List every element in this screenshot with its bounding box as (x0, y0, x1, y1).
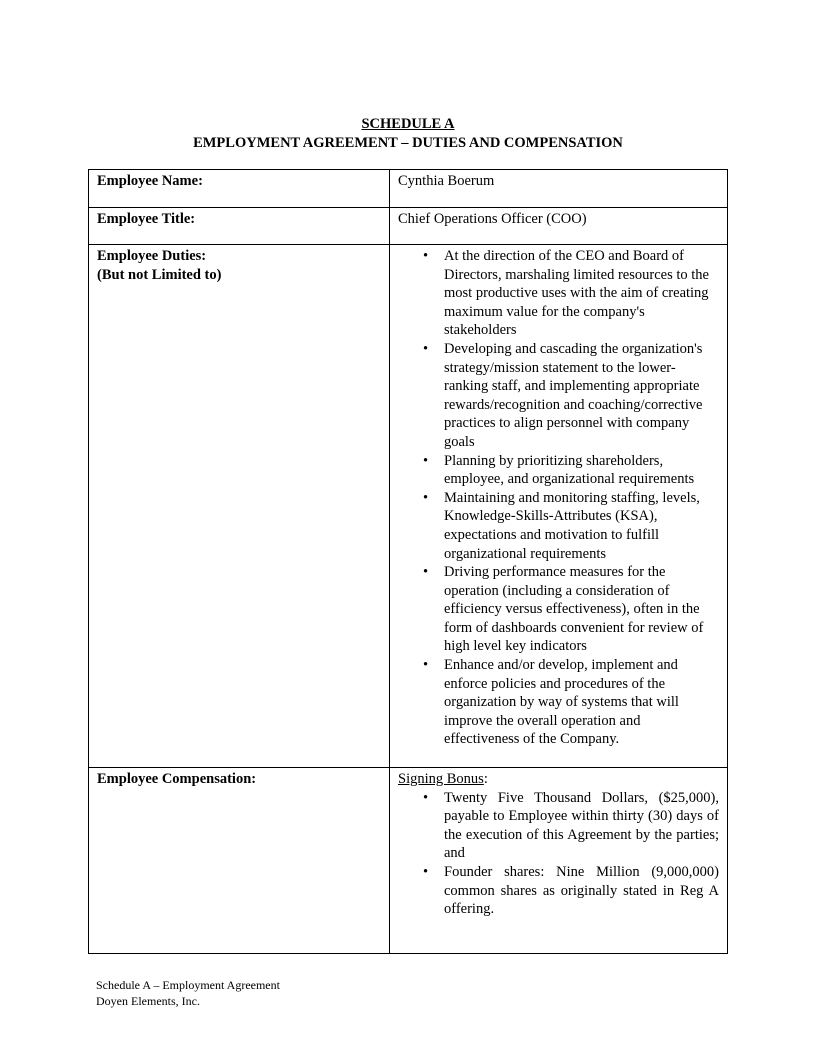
list-item (398, 863, 719, 919)
employee-duties-label-cell (89, 245, 390, 768)
table-row (89, 245, 728, 768)
table-row (89, 208, 728, 245)
duty-text: Planning by prioritizing shareholders, employee, and organizational requirements (444, 452, 695, 488)
page-footer (96, 977, 280, 1009)
list-item (398, 789, 719, 863)
employee-duties-cell (390, 245, 728, 768)
signing-bonus-label: Signing Bonus (398, 771, 484, 787)
bullet-icon: • (423, 248, 429, 264)
employee-name-label: Employee Name: (89, 170, 390, 208)
list-item (398, 340, 719, 452)
employee-duties-label: Employee Duties: (97, 248, 207, 264)
bullet-icon: • (423, 489, 429, 506)
bullet-icon: • (423, 863, 429, 880)
footer-document-name: Schedule A – Employment Agreement (96, 978, 280, 992)
list-item (398, 452, 719, 489)
duties-list (398, 247, 719, 749)
employee-name-value: Cynthia Boerum (390, 170, 728, 208)
duty-text: Driving performance measures for the operation (including a consideration of efficiency versus effectiveness), often in the form of dashboards convenient for review of high level key indicators (444, 564, 704, 655)
bullet-icon: • (423, 789, 429, 806)
employee-compensation-label: Employee Compensation: (89, 768, 390, 954)
duty-text: At the direction of the CEO and Board of Directors, marshaling limited resources to the most productive uses with the aim of creating maximum value for the company's stakeholders (444, 248, 709, 339)
signing-bonus-colon: : (483, 771, 488, 787)
employee-title-label: Employee Title: (89, 208, 390, 245)
signing-bonus-heading (398, 770, 719, 789)
list-item (398, 247, 719, 340)
schedule-title: SCHEDULE A (361, 116, 455, 132)
bullet-icon: • (423, 564, 429, 581)
employee-compensation-cell (390, 768, 728, 954)
bullet-icon: • (423, 657, 429, 674)
table-row (89, 768, 728, 954)
list-item (398, 563, 719, 656)
employee-title-value: Chief Operations Officer (COO) (390, 208, 728, 245)
compensation-text: Twenty Five Thousand Dollars, ($25,000), payable to Employee within thirty (30) days of the execution of this Agreement by the parties; and (444, 789, 719, 862)
list-item (398, 489, 719, 563)
list-item (398, 656, 719, 749)
employee-duties-sublabel: (But not Limited to) (97, 266, 222, 283)
duty-text: Developing and cascading the organization's strategy/mission statement to the lower-ranking staff, and implementing appropriate rewards/recognition and coaching/corrective practices to align personnel with company goals (444, 340, 703, 450)
table-row (89, 170, 728, 208)
footer-company-name: Doyen Elements, Inc. (96, 994, 200, 1008)
schedule-subtitle: EMPLOYMENT AGREEMENT – DUTIES AND COMPENSATION (193, 135, 623, 151)
duty-text: Enhance and/or develop, implement and enforce policies and procedures of the organization by way of systems that will improve the overall operation and effectiveness of the Company. (444, 657, 679, 748)
bullet-icon: • (423, 452, 429, 469)
compensation-list (398, 789, 719, 919)
bullet-icon: • (423, 340, 429, 357)
duties-compensation-table (88, 169, 728, 954)
duty-text: Maintaining and monitoring staffing, levels, Knowledge-Skills-Attributes (KSA), expectations and motivation to fulfill organizational requirements (444, 489, 700, 562)
compensation-text: Founder shares: Nine Million (9,000,000) common shares as originally stated in Reg A offering. (444, 863, 719, 918)
